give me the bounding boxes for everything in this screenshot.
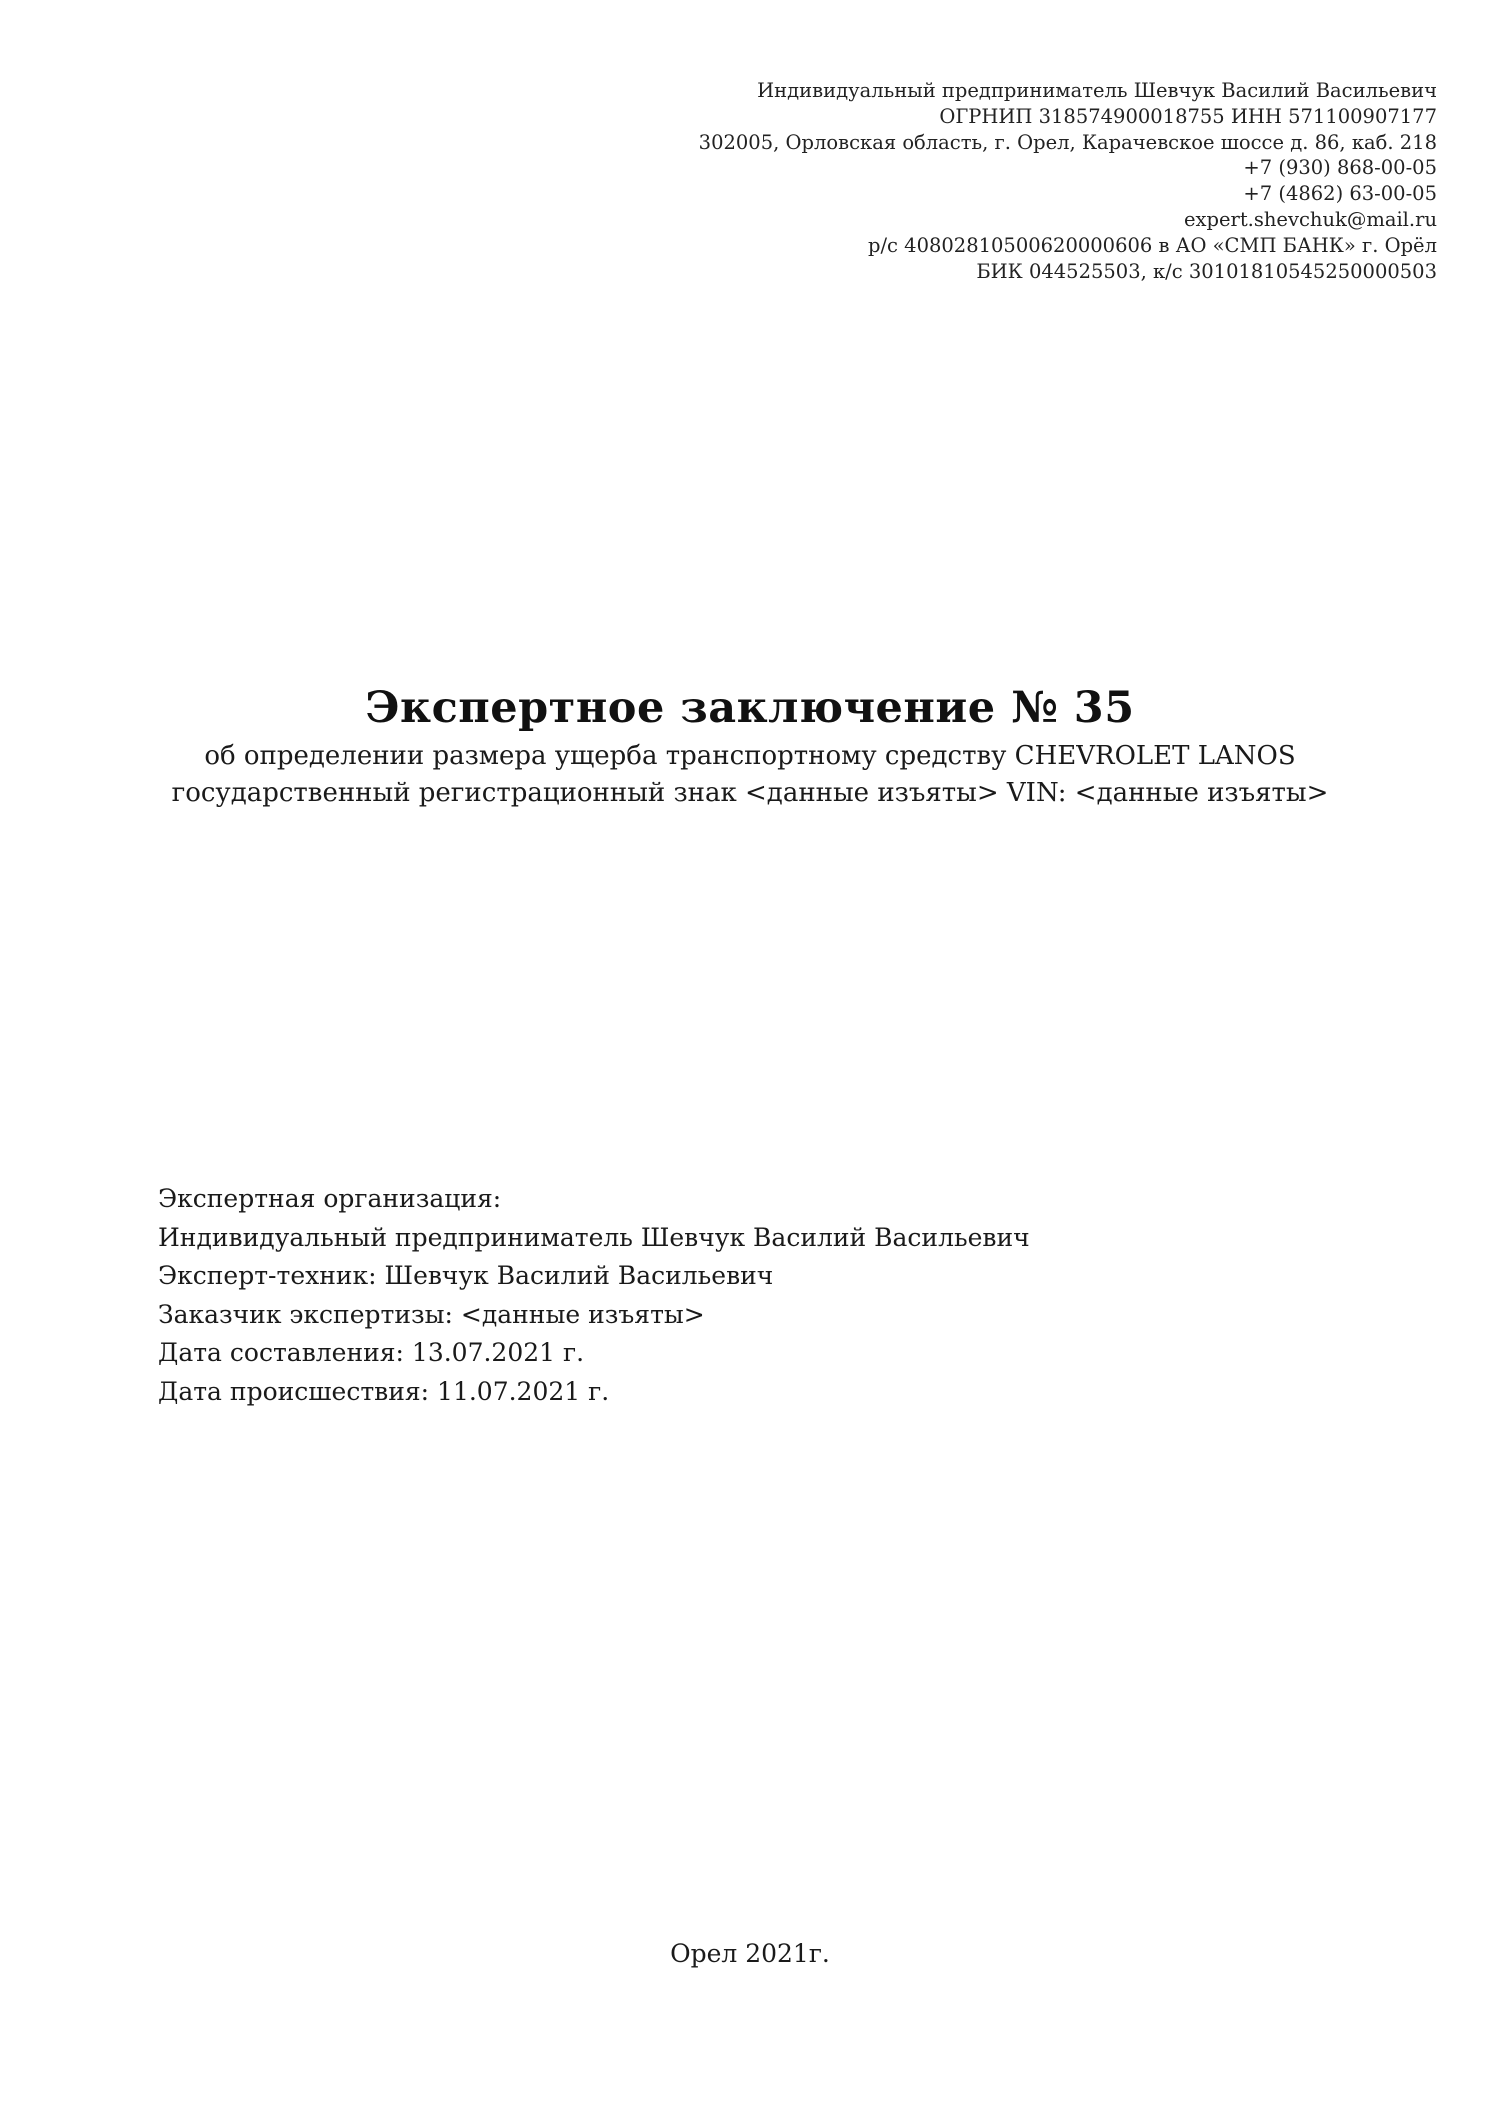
letterhead-company-name: Индивидуальный предприниматель Шевчук Василий Васильевич	[757, 79, 1437, 102]
details-customer: Заказчик экспертизы: <данные изъяты>	[158, 1299, 705, 1329]
details-organization-name: Индивидуальный предприниматель Шевчук Василий Васильевич	[158, 1222, 1030, 1252]
letterhead-bank-account: р/с 40802810500620000606 в АО «СМП БАНК» г. Орёл	[868, 233, 1437, 257]
letterhead-address: 302005, Орловская область, г. Орел, Карачевское шоссе д. 86, каб. 218	[698, 130, 1437, 154]
letterhead-email: expert.shevchuk@mail.ru	[1183, 207, 1437, 231]
report-details	[158, 1180, 1358, 1411]
letterhead-phone-landline: +7 (4862) 63-00-05	[1243, 182, 1437, 206]
title-block	[0, 680, 1500, 812]
document-title: Экспертное заключение № 35	[365, 683, 1135, 733]
letterhead-bank-details: БИК 044525503, к/с 30101810545250000503	[976, 259, 1437, 283]
letterhead-phone-mobile: +7 (930) 868-00-05	[1243, 156, 1437, 180]
letterhead	[537, 78, 1437, 284]
subtitle-line-2: государственный регистрационный знак <данные изъяты> VIN: <данные изъяты>	[171, 778, 1329, 808]
details-date-incident: Дата происшествия: 11.07.2021 г.	[158, 1376, 610, 1406]
details-organization-label: Экспертная организация:	[158, 1184, 502, 1213]
subtitle-line-1: об определении размера ущерба транспортному средству CHEVROLET LANOS	[204, 741, 1296, 771]
letterhead-registration-numbers: ОГРНИП 318574900018755 ИНН 571100907177	[939, 104, 1437, 128]
details-date-compiled: Дата составления: 13.07.2021 г.	[158, 1338, 585, 1367]
document-subtitle	[0, 738, 1500, 812]
footer-place-year: Орел 2021г.	[670, 1939, 830, 1968]
details-expert-technician: Эксперт-техник: Шевчук Василий Васильевич	[158, 1261, 774, 1290]
